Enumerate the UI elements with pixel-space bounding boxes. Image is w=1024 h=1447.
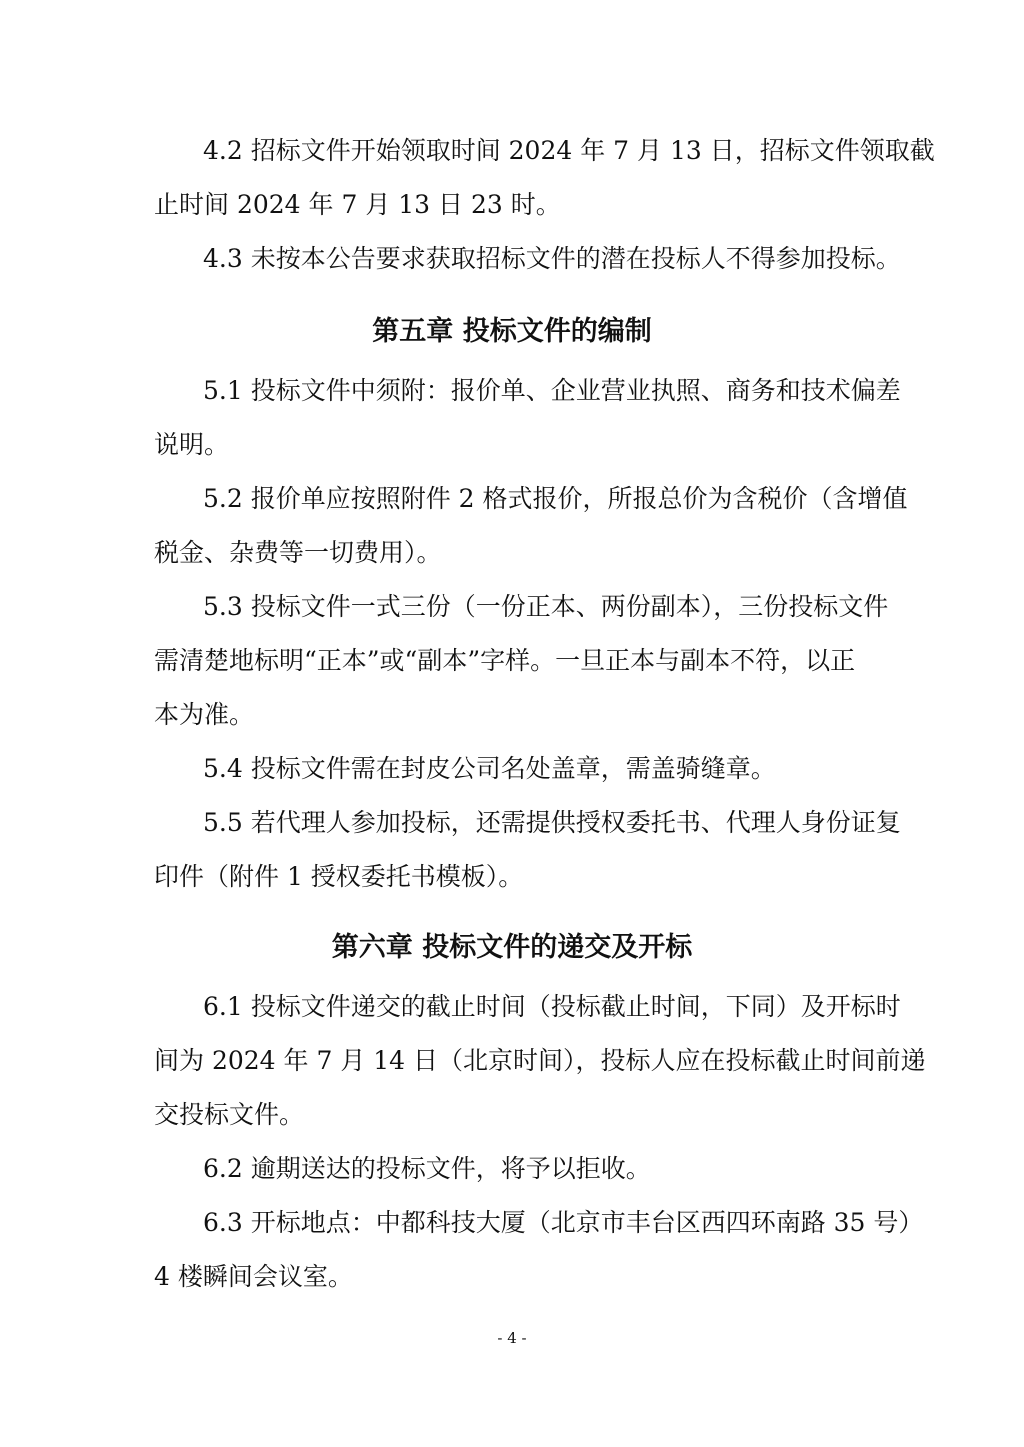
- paragraph-4-3-line-1: 4.3 未按本公告要求获取招标文件的潜在投标人不得参加投标。: [203, 244, 901, 273]
- paragraph-6-1-line-3: 交投标文件。: [154, 1100, 305, 1129]
- chapter-6-heading: 第六章 投标文件的递交及开标: [331, 932, 693, 963]
- paragraph-5-3-line-3: 本为准。: [154, 700, 255, 729]
- paragraph-5-1-line-2: 说明。: [154, 430, 230, 459]
- paragraph-5-2-line-2: 税金、杂费等一切费用）。: [154, 538, 442, 567]
- paragraph-6-1-line-1: 6.1 投标文件递交的截止时间（投标截止时间，下同）及开标时: [203, 992, 901, 1021]
- paragraph-5-5-line-2: 印件（附件 1 授权委托书模板）。: [154, 862, 524, 891]
- paragraph-5-2-line-1: 5.2 报价单应按照附件 2 格式报价，所报总价为含税价（含增值: [203, 484, 908, 513]
- paragraph-5-1-line-1: 5.1 投标文件中须附：报价单、企业营业执照、商务和技术偏差: [203, 376, 901, 405]
- page-number: - 4 -: [497, 1329, 527, 1347]
- paragraph-6-3-line-1: 6.3 开标地点：中都科技大厦（北京市丰台区西四环南路 35 号）: [203, 1208, 924, 1237]
- paragraph-6-3-line-2: 4 楼瞬间会议室。: [154, 1262, 353, 1291]
- paragraph-5-3-line-1: 5.3 投标文件一式三份（一份正本、两份副本），三份投标文件: [203, 592, 889, 621]
- paragraph-6-2-line-1: 6.2 逾期送达的投标文件，将予以拒收。: [203, 1154, 651, 1183]
- chapter-5-heading: 第五章 投标文件的编制: [372, 316, 652, 347]
- paragraph-4-2-line-1: 4.2 招标文件开始领取时间 2024 年 7 月 13 日，招标文件领取截: [203, 136, 935, 165]
- paragraph-4-2-line-2: 止时间 2024 年 7 月 13 日 23 时。: [154, 190, 561, 219]
- paragraph-5-3-line-2: 需清楚地标明“正本”或“副本”字样。一旦正本与副本不符，以正: [154, 646, 856, 675]
- paragraph-5-4-line-1: 5.4 投标文件需在封皮公司名处盖章，需盖骑缝章。: [203, 754, 776, 783]
- paragraph-6-1-line-2: 间为 2024 年 7 月 14 日（北京时间），投标人应在投标截止时间前递: [154, 1046, 926, 1075]
- paragraph-5-5-line-1: 5.5 若代理人参加投标，还需提供授权委托书、代理人身份证复: [203, 808, 901, 837]
